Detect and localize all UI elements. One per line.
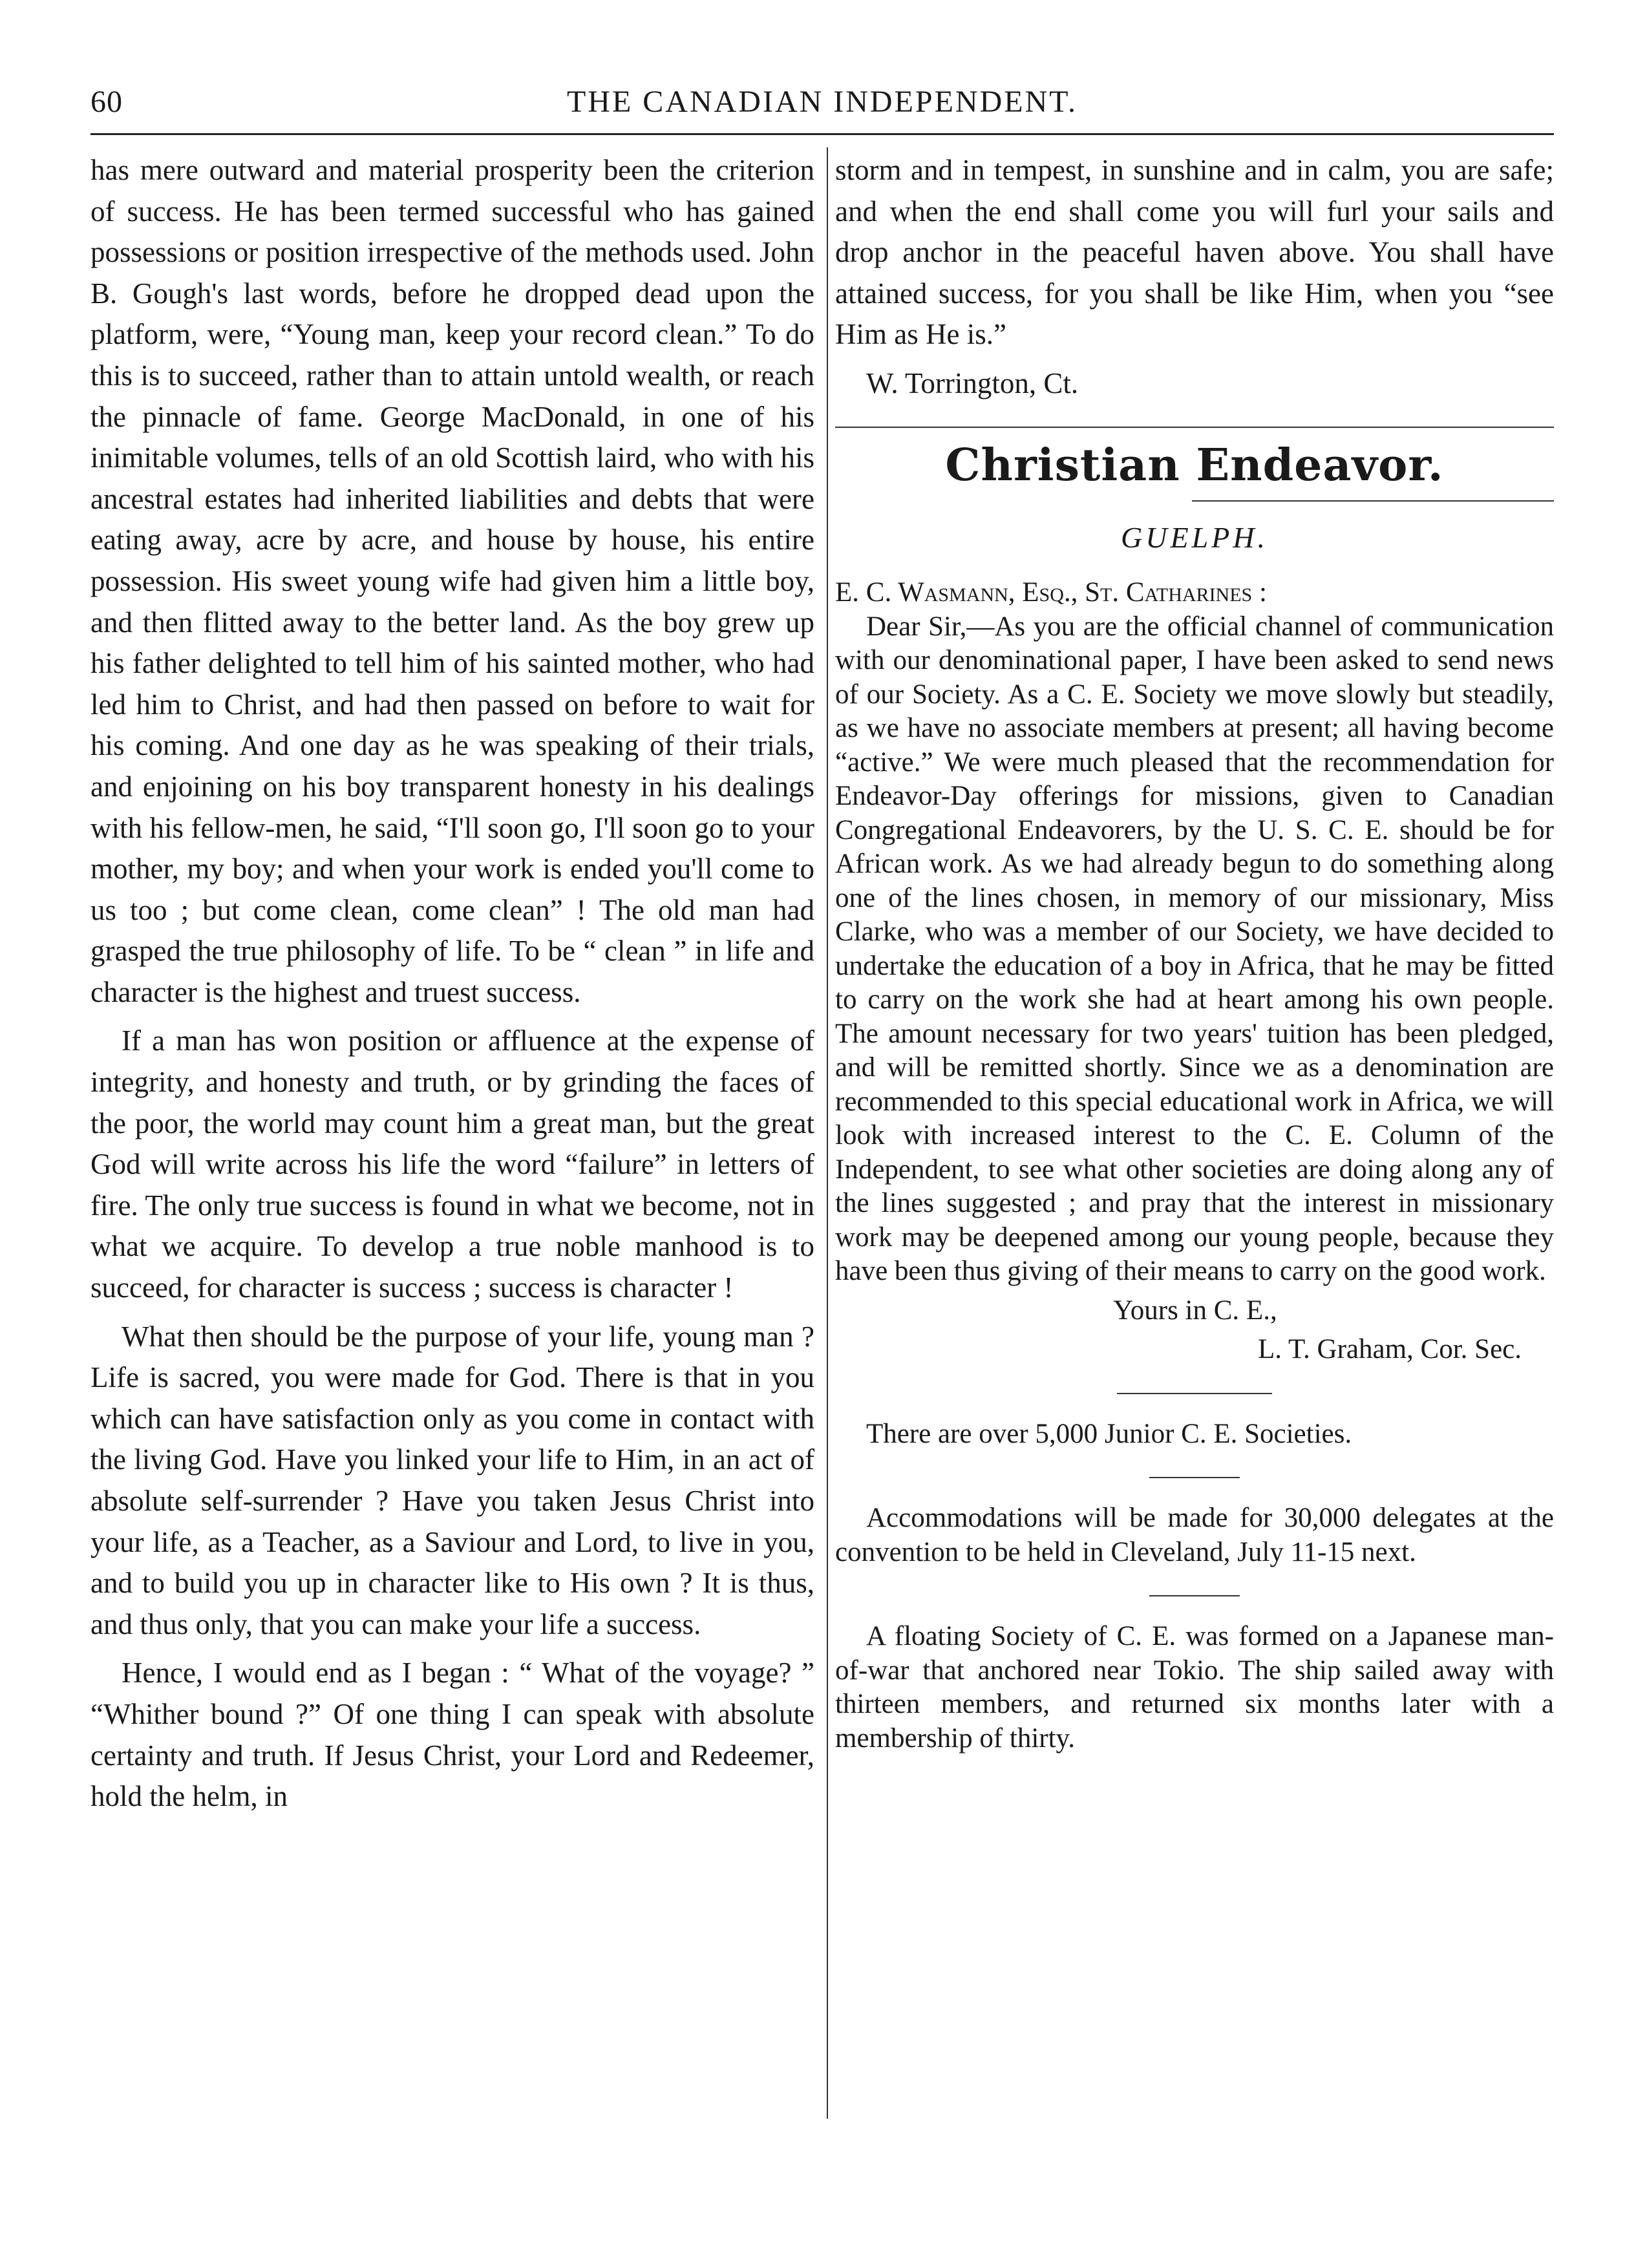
page-number: 60 (90, 85, 123, 119)
section-title-rule (1192, 500, 1554, 502)
article-paragraph: Hence, I would end as I began : “ What of the voyage? ” “Whither bound ?” Of one thing I can speak with absolute certainty and truth. If Jesus Christ, your Lord and Redeemer, hold the helm, in (90, 1657, 814, 1813)
note-text: There are over 5,000 Junior C. E. Societies. (866, 1418, 1352, 1449)
letter-closing: Yours in C. E., (1113, 1295, 1277, 1326)
publication-title: THE CANADIAN INDEPENDENT. (566, 85, 1078, 119)
news-note (835, 1417, 1554, 1452)
page-header (90, 72, 1554, 124)
letter-salutation: E. C. Wasmann, Esq., St. Catharines : (835, 577, 1267, 608)
left-column (90, 150, 814, 1825)
article-paragraph: What then should be the purpose of your life, young man ? Life is sacred, you were made for God. There is that in you which can have satisfaction only as you come in contact with the living God. Have you linked your life to Him, in an act of absolute self-surrender ? Have you taken Jesus Christ into your life, as a Teacher, as a Saviour and Lord, to live in you, and to build you up in character like to His own ? It is thus, and thus only, that you can make your life a success. (90, 1320, 814, 1640)
column-divider (827, 147, 828, 2119)
header-rule (90, 133, 1554, 135)
news-note (835, 1620, 1554, 1755)
letter (835, 576, 1554, 1367)
note-text: Accommodations will be made for 30,000 delegates at the convention to be held in Cleveland, July 11-15 next. (835, 1503, 1554, 1567)
note-text: A floating Society of C. E. was formed on a Japanese man-of-war that anchored near Tokio. The ship sailed away with thirteen members, and returned six months later with a membership of thirty. (835, 1621, 1554, 1754)
letter-body: Dear Sir,—As you are the official channel of communication with our denominational paper, I have been asked to send news of our Society. As a C. E. Society we move slowly but steadily, as we have no associate members at present; all having become “active.” We were much pleased that the recommendation for Endeavor-Day offerings for missions, given to Canadian Congregational Endeavorers, by the U. S. C. E. should be for African work. As we had already begun to do something along one of the lines chosen, in memory of our missionary, Miss Clarke, who was a member of our Society, we have decided to undertake the education of a boy in Africa, that he may be fitted to carry on the work she had at heart among his own people. The amount necessary for two years' tuition has been pledged, and will be remitted shortly. Since we as a denomination are recommended to this special educational work in Africa, we will look with increased interest to the C. E. Column of the Independent, to see what other societies are doing along any of the lines suggested ; and pray that the interest in missionary work may be deepened among our young people, because they have been thus giving of their means to carry on the good work. (835, 611, 1554, 1287)
section-title: Christian Endeavor. (945, 439, 1444, 491)
article-signoff: W. Torrington, Ct. (866, 366, 1079, 399)
article-paragraph: storm and in tempest, in sunshine and in calm, you are safe; and when the end shall come you will furl your sails and drop anchor in the peaceful haven above. You shall have attained success, for you shall be like Him, when you “see Him as He is.” (835, 154, 1554, 351)
article-paragraph: If a man has won position or affluence at the expense of integrity, and honesty and truth, or by grinding the faces of the poor, the world may count him a great man, but the great God will write across his life the word “failure” in letters of fire. The only true success is found in what we become, not in what we acquire. To develop a true noble manhood is to succeed, for character is success ; success is character ! (90, 1024, 814, 1304)
letter-location: GUELPH. (1121, 520, 1268, 554)
note-rule (1117, 1393, 1272, 1394)
section-rule (835, 427, 1554, 428)
letter-signature: L. T. Graham, Cor. Sec. (1257, 1334, 1522, 1365)
news-note (835, 1501, 1554, 1569)
note-rule (1149, 1595, 1240, 1596)
right-column (835, 150, 1554, 1755)
article-paragraph: has mere outward and material prosperity been the criterion of success. He has been termed successful who has gained possessions or position irrespective of the methods used. John B. Gough's last words, before he dropped dead upon the platform, were, “Young man, keep your record clean.” To do this is to succeed, rather than to attain untold wealth, or reach the pinnacle of fame. George MacDonald, in one of his inimitable volumes, tells of an old Scottish laird, who with his ancestral estates had inherited liabilities and debts that were eating away, acre by acre, and house by house, his entire possession. His sweet young wife had given him a little boy, and then flitted away to the better land. As the boy grew up his father delighted to tell him of his sainted mother, who had led him to Christ, and had then passed on before to wait for his coming. And one day as he was speaking of their trials, and enjoining on his boy transparent honesty in his dealings with his fellow-men, he said, “I'll soon go, I'll soon go to your mother, my boy; and when your work is ended you'll come to us too ; but come clean, come clean” ! The old man had grasped the true philosophy of life. To be “ clean ” in life and character is the highest and truest success. (90, 154, 814, 1008)
note-rule (1149, 1477, 1240, 1478)
